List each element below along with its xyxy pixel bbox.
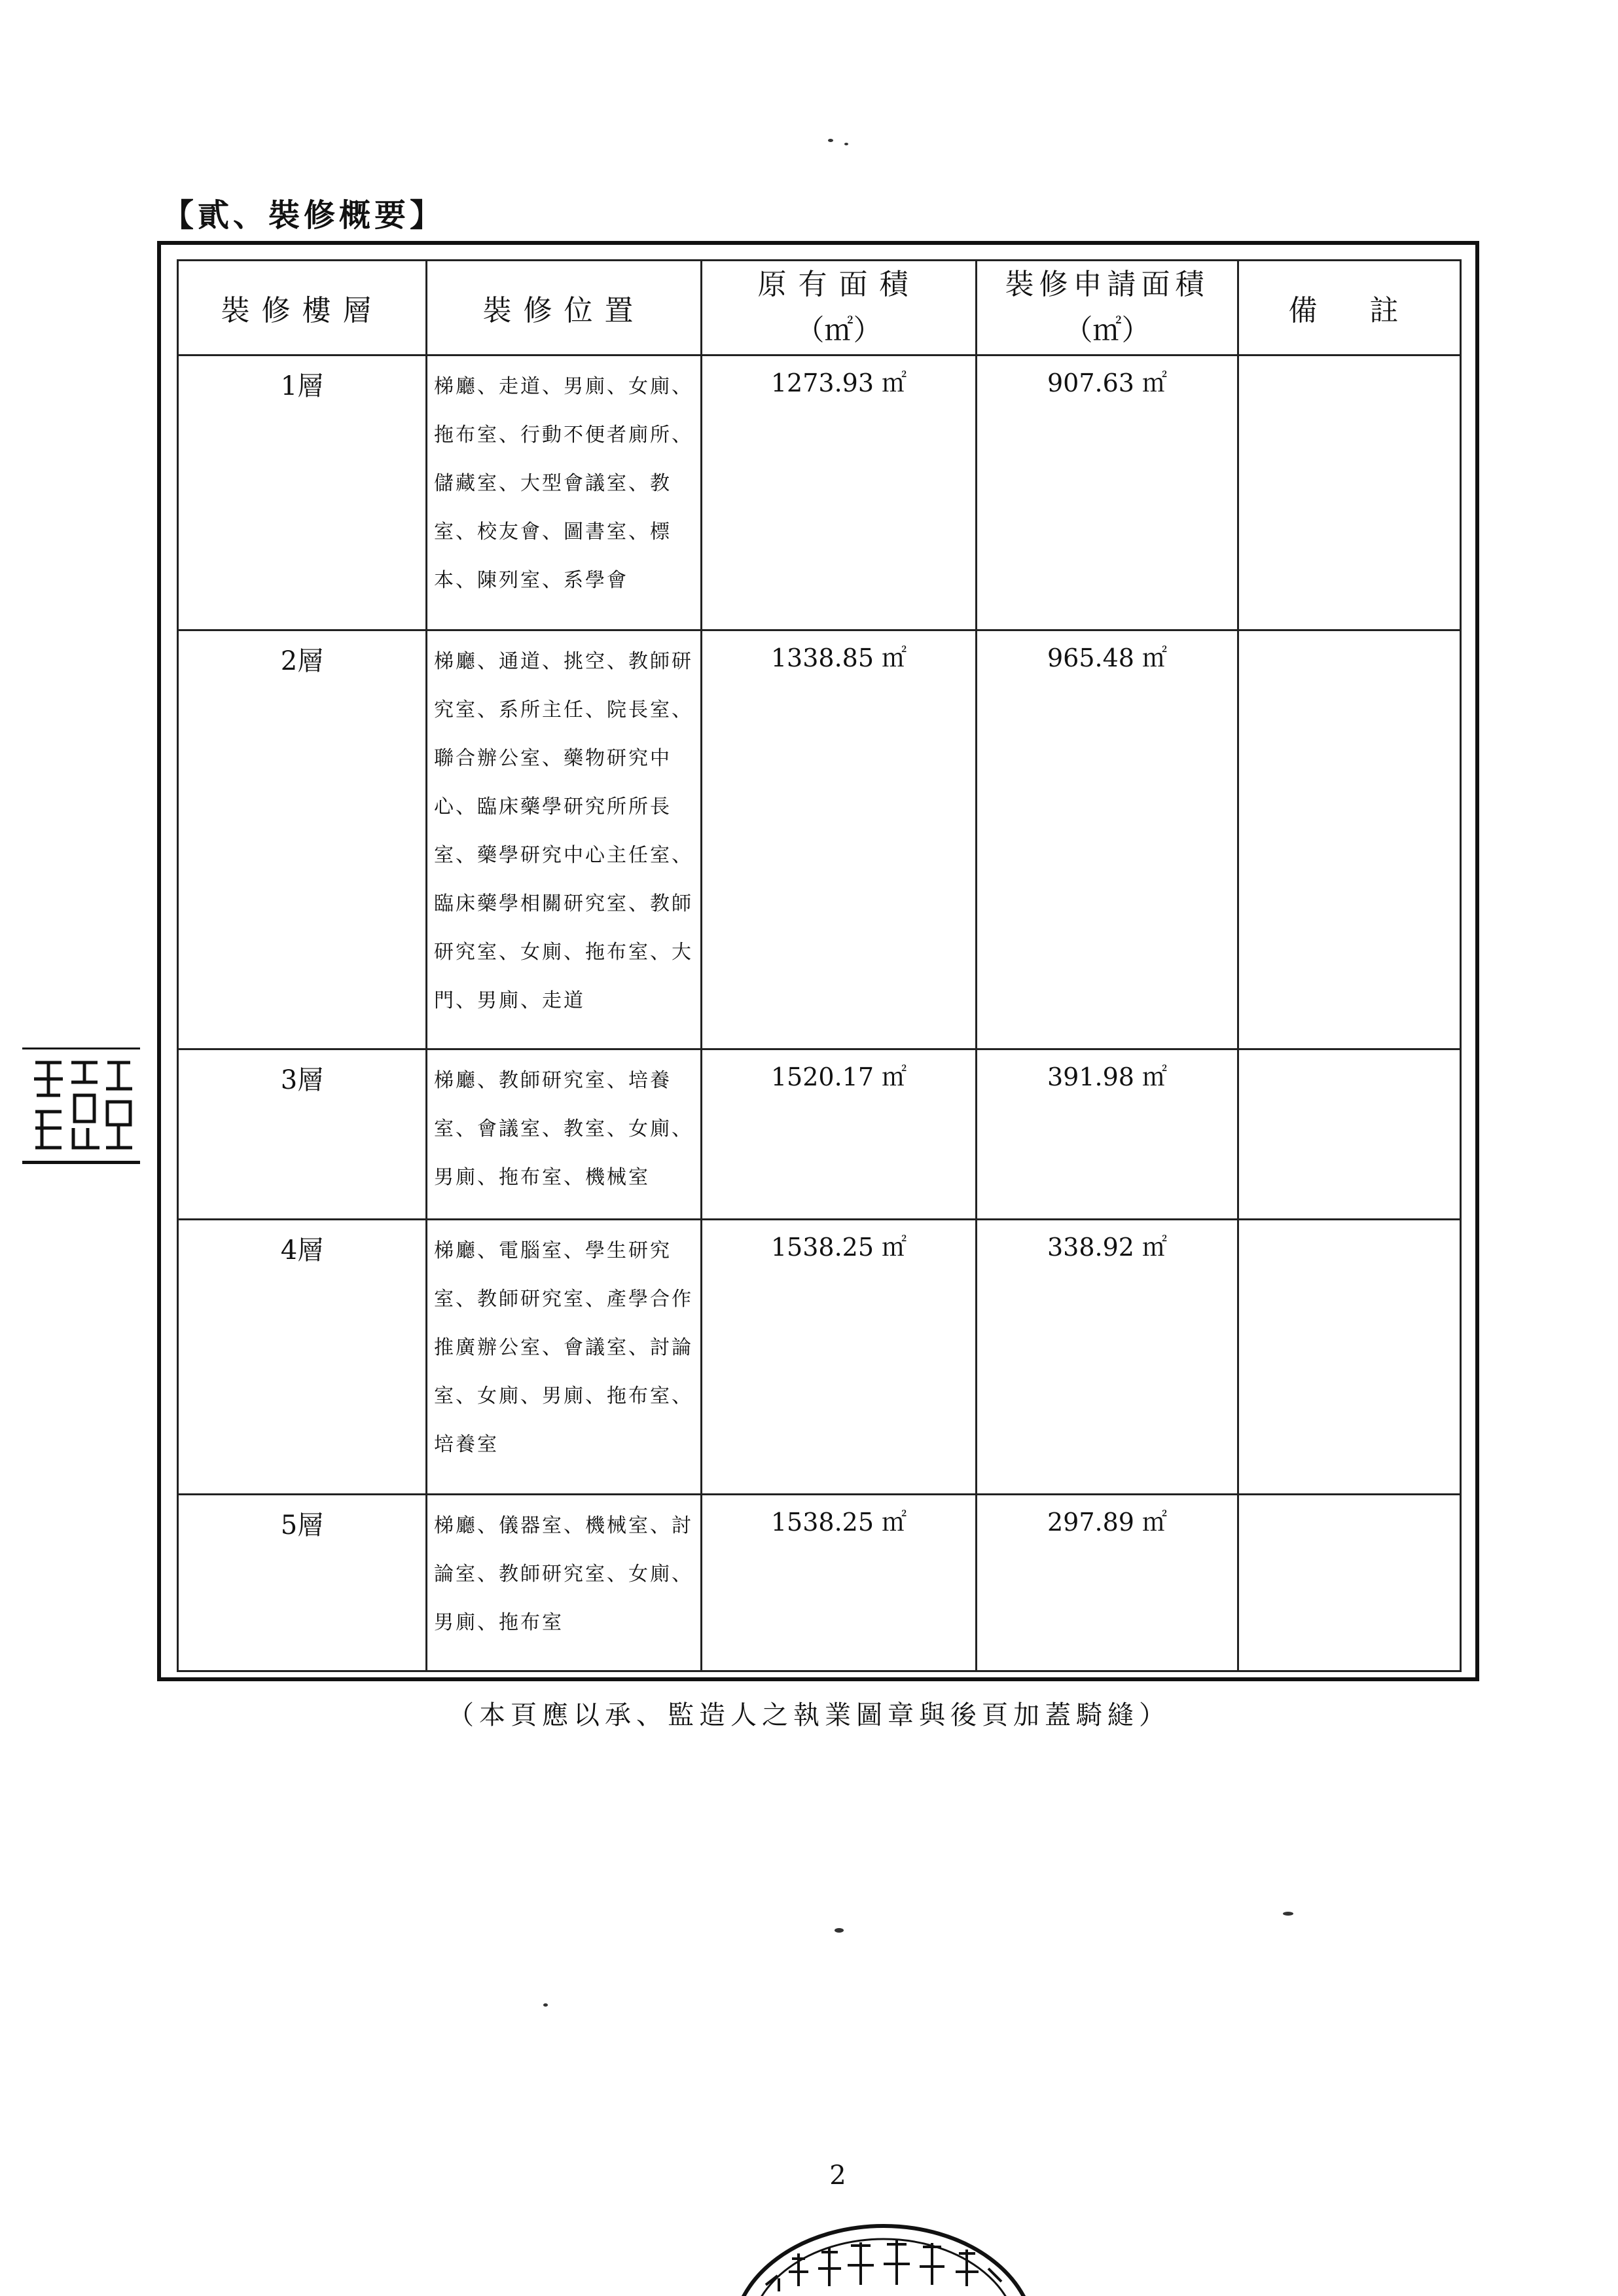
table-row <box>178 630 1461 1049</box>
floor-cell: 2層 <box>178 630 427 1049</box>
applied-area-cell: 965.48 ㎡ <box>977 630 1238 1049</box>
location-cell: 梯廳、教師研究室、培養室、會議室、教室、女廁、男廁、拖布室、機械室 <box>427 1049 702 1220</box>
architect-seal-stamp <box>22 1048 140 1164</box>
location-cell: 梯廳、電腦室、學生研究室、教師研究室、產學合作推廣辦公室、會議室、討論室、女廁、男廁、拖布室、培養室 <box>427 1220 702 1495</box>
building-admin-office-stamp-graphic <box>720 2206 1047 2296</box>
scan-speck <box>844 143 848 145</box>
remarks-cell <box>1238 630 1461 1049</box>
applied-area-cell: 391.98 ㎡ <box>977 1049 1238 1220</box>
original-area-cell: 1273.93 ㎡ <box>702 355 977 630</box>
header-original-area-unit: （㎡） <box>795 314 882 347</box>
header-applied-area-unit: （㎡） <box>1064 314 1151 347</box>
original-area-cell: 1338.85 ㎡ <box>702 630 977 1049</box>
header-floor: 裝修樓層 <box>178 261 427 355</box>
scan-speck <box>1283 1912 1293 1916</box>
applied-area-cell: 338.92 ㎡ <box>977 1220 1238 1495</box>
header-applied-area <box>977 261 1238 355</box>
scan-speck <box>835 1928 844 1933</box>
table-row <box>178 1049 1461 1220</box>
table-row <box>178 1495 1461 1671</box>
table-row <box>178 1220 1461 1495</box>
header-location: 裝修位置 <box>427 261 702 355</box>
seal-instruction-note: （本頁應以承、監造人之執業圖章與後頁加蓋騎縫） <box>448 1700 1170 1730</box>
floor-cell: 4層 <box>178 1220 427 1495</box>
table-row <box>178 355 1461 630</box>
applied-area-cell: 297.89 ㎡ <box>977 1495 1238 1671</box>
renovation-summary-table <box>177 259 1462 1672</box>
original-area-cell: 1538.25 ㎡ <box>702 1495 977 1671</box>
header-original-area <box>702 261 977 355</box>
section-title: 【貳、裝修概要】 <box>162 197 446 234</box>
remarks-cell <box>1238 1220 1461 1495</box>
remarks-cell <box>1238 1495 1461 1671</box>
architect-seal-graphic <box>22 1049 140 1161</box>
applied-area-cell: 907.63 ㎡ <box>977 355 1238 630</box>
header-applied-area-label: 裝修申請面積 <box>1005 268 1210 301</box>
original-area-cell: 1538.25 ㎡ <box>702 1220 977 1495</box>
floor-cell: 5層 <box>178 1495 427 1671</box>
remarks-cell <box>1238 1049 1461 1220</box>
scan-speck <box>543 2003 548 2007</box>
floor-cell: 3層 <box>178 1049 427 1220</box>
floor-cell: 1層 <box>178 355 427 630</box>
table-header-row <box>178 261 1461 355</box>
location-cell: 梯廳、走道、男廁、女廁、拖布室、行動不便者廁所、儲藏室、大型會議室、教室、校友會、圖書室、標本、陳列室、系學會 <box>427 355 702 630</box>
original-area-cell: 1520.17 ㎡ <box>702 1049 977 1220</box>
remarks-cell <box>1238 355 1461 630</box>
scan-speck <box>828 139 833 142</box>
location-cell: 梯廳、通道、挑空、教師研究室、系所主任、院長室、聯合辦公室、藥物研究中心、臨床藥學研究所所長室、藥學研究中心主任室、臨床藥學相關研究室、教師研究室、女廁、拖布室、大門、男廁、走道 <box>427 630 702 1049</box>
page-number: 2 <box>829 2160 846 2191</box>
header-remarks: 備 註 <box>1238 261 1461 355</box>
renovation-summary-table-frame <box>157 241 1479 1681</box>
header-original-area-label: 原有面積 <box>757 268 920 301</box>
building-admin-office-stamp <box>720 2206 1047 2296</box>
location-cell: 梯廳、儀器室、機械室、討論室、教師研究室、女廁、男廁、拖布室 <box>427 1495 702 1671</box>
